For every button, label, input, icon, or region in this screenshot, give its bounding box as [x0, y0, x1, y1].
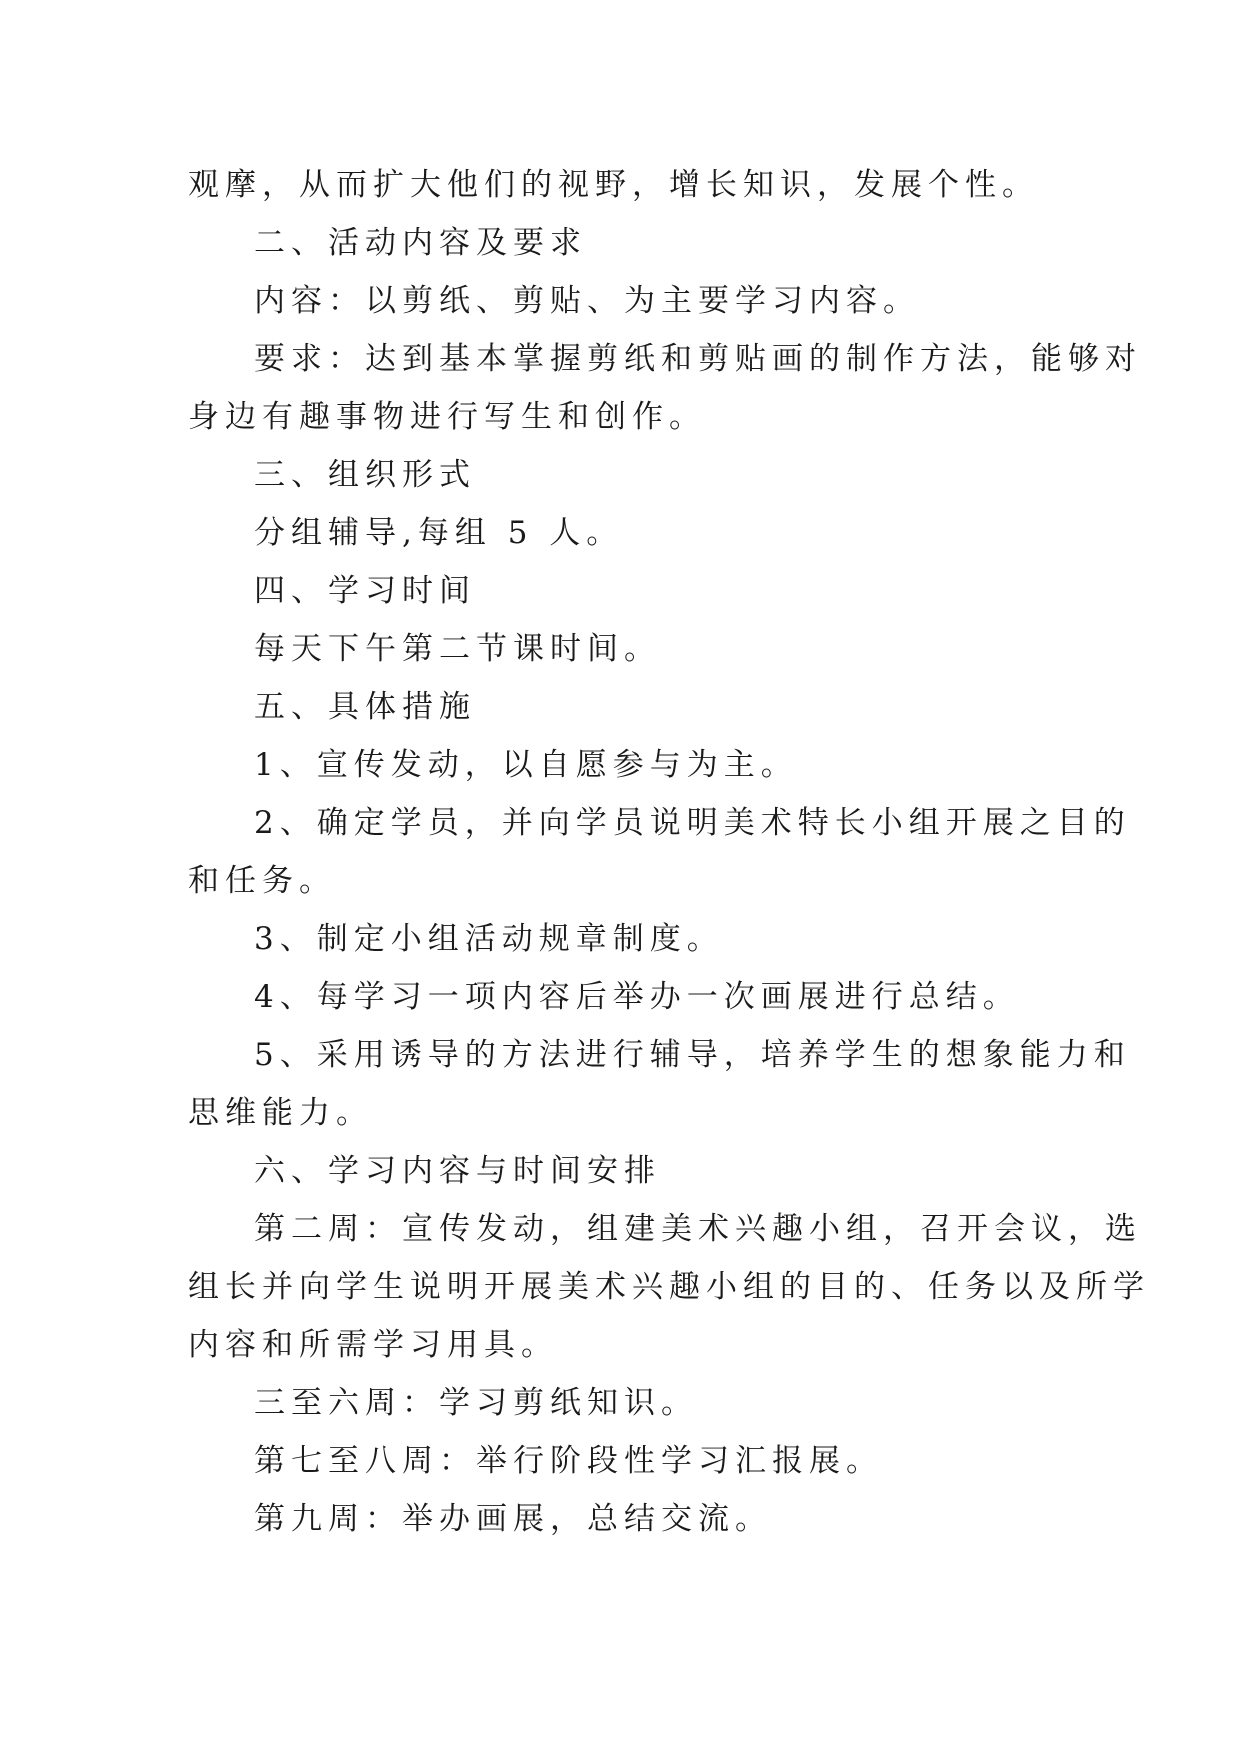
- section-heading-activity-content: 二、活动内容及要求: [254, 225, 587, 261]
- schedule-item: 第七至八周：举行阶段性学习汇报展。: [254, 1443, 883, 1479]
- text-line: 每天下午第二节课时间。: [254, 631, 661, 667]
- text-line: 思维能力。: [188, 1095, 373, 1131]
- text-line: 内容：以剪纸、剪贴、为主要学习内容。: [254, 283, 920, 319]
- list-item: 4、每学习一项内容后举办一次画展进行总结。: [254, 979, 1020, 1015]
- text-line: 组长并向学生说明开展美术兴趣小组的目的、任务以及所学: [188, 1269, 1150, 1305]
- schedule-item: 三至六周：学习剪纸知识。: [254, 1385, 698, 1421]
- schedule-item: 第九周：举办画展，总结交流。: [254, 1501, 772, 1537]
- text-line: 内容和所需学习用具。: [188, 1327, 558, 1363]
- text-line: 要求：达到基本掌握剪纸和剪贴画的制作方法，能够对: [254, 341, 1142, 377]
- text-line: 观摩，从而扩大他们的视野，增长知识，发展个性。: [188, 167, 1039, 203]
- section-heading-study-time: 四、学习时间: [254, 573, 476, 609]
- document-body: [188, 156, 1150, 1548]
- text-line: 分组辅导,每组 5 人。: [254, 515, 624, 551]
- list-item: 3、制定小组活动规章制度。: [254, 921, 724, 957]
- list-item: 5、采用诱导的方法进行辅导，培养学生的想象能力和: [254, 1037, 1131, 1073]
- section-heading-measures: 五、具体措施: [254, 689, 476, 725]
- schedule-item: 第二周：宣传发动，组建美术兴趣小组，召开会议，选: [254, 1211, 1142, 1247]
- section-heading-schedule: 六、学习内容与时间安排: [254, 1153, 661, 1189]
- list-item: 1、宣传发动，以自愿参与为主。: [254, 747, 798, 783]
- text-line: 身边有趣事物进行写生和创作。: [188, 399, 706, 435]
- list-item: 2、确定学员，并向学员说明美术特长小组开展之目的: [254, 805, 1131, 841]
- section-heading-organization: 三、组织形式: [254, 457, 476, 493]
- text-line: 和任务。: [188, 863, 336, 899]
